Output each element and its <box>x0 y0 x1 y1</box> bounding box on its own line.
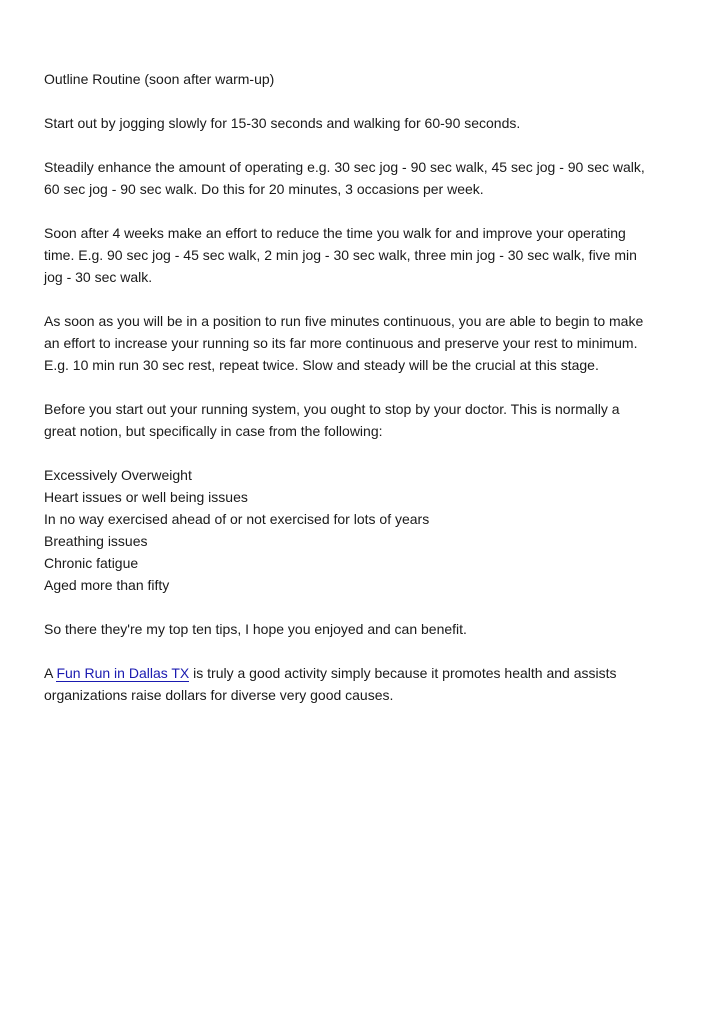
text-line: an effort to increase your running so its far more continuous and preserve your rest to minimum. <box>44 335 638 351</box>
paragraph-start <box>44 112 684 134</box>
text-line: 60 sec jog - 90 sec walk. Do this for 20 minutes, 3 occasions per week. <box>44 181 484 197</box>
text-line: great notion, but specifically in case from the following: <box>44 423 383 439</box>
fun-run-prefix: A <box>44 665 57 681</box>
text-line: E.g. 10 min run 30 sec rest, repeat twice. Slow and steady will be the crucial at this stage. <box>44 357 599 373</box>
fun-run-suffix: is truly a good activity simply because it promotes health and assists <box>189 665 617 681</box>
list-item: Heart issues or well being issues <box>44 489 248 505</box>
list-item: Aged more than fifty <box>44 577 170 593</box>
text-line: Soon after 4 weeks make an effort to reduce the time you walk for and improve your operating <box>44 225 626 241</box>
paragraph-doctor <box>44 398 684 442</box>
paragraph-continuous <box>44 310 684 376</box>
text-line <box>44 662 684 684</box>
document-page <box>44 68 684 728</box>
text-line: So there they're my top ten tips, I hope you enjoyed and can benefit. <box>44 621 467 637</box>
paragraph-enhance <box>44 156 684 200</box>
text-line: organizations raise dollars for diverse very good causes. <box>44 687 394 703</box>
fun-run-link[interactable]: Fun Run in Dallas TX <box>56 665 190 681</box>
list-item: Chronic fatigue <box>44 555 139 571</box>
text-line: Before you start out your running system, you ought to stop by your doctor. This is normally a <box>44 401 620 417</box>
list-item: In no way exercised ahead of or not exercised for lots of years <box>44 511 430 527</box>
list-item: Excessively Overweight <box>44 467 192 483</box>
routine-heading <box>44 68 684 90</box>
paragraph-four-weeks <box>44 222 684 288</box>
conditions-list <box>44 464 684 596</box>
paragraph-fun-run <box>44 662 684 706</box>
text-line: Start out by jogging slowly for 15-30 seconds and walking for 60-90 seconds. <box>44 115 521 131</box>
text-line: Outline Routine (soon after warm-up) <box>44 71 275 87</box>
text-line: jog - 30 sec walk. <box>44 269 153 285</box>
text-line: As soon as you will be in a position to run five minutes continuous, you are able to begin to make <box>44 313 644 329</box>
text-line: Steadily enhance the amount of operating e.g. 30 sec jog - 90 sec walk, 45 sec jog - 90 sec walk, <box>44 159 645 175</box>
paragraph-tips <box>44 618 684 640</box>
list-item: Breathing issues <box>44 533 148 549</box>
text-line: time. E.g. 90 sec jog - 45 sec walk, 2 min jog - 30 sec walk, three min jog - 30 sec walk, five min <box>44 247 637 263</box>
